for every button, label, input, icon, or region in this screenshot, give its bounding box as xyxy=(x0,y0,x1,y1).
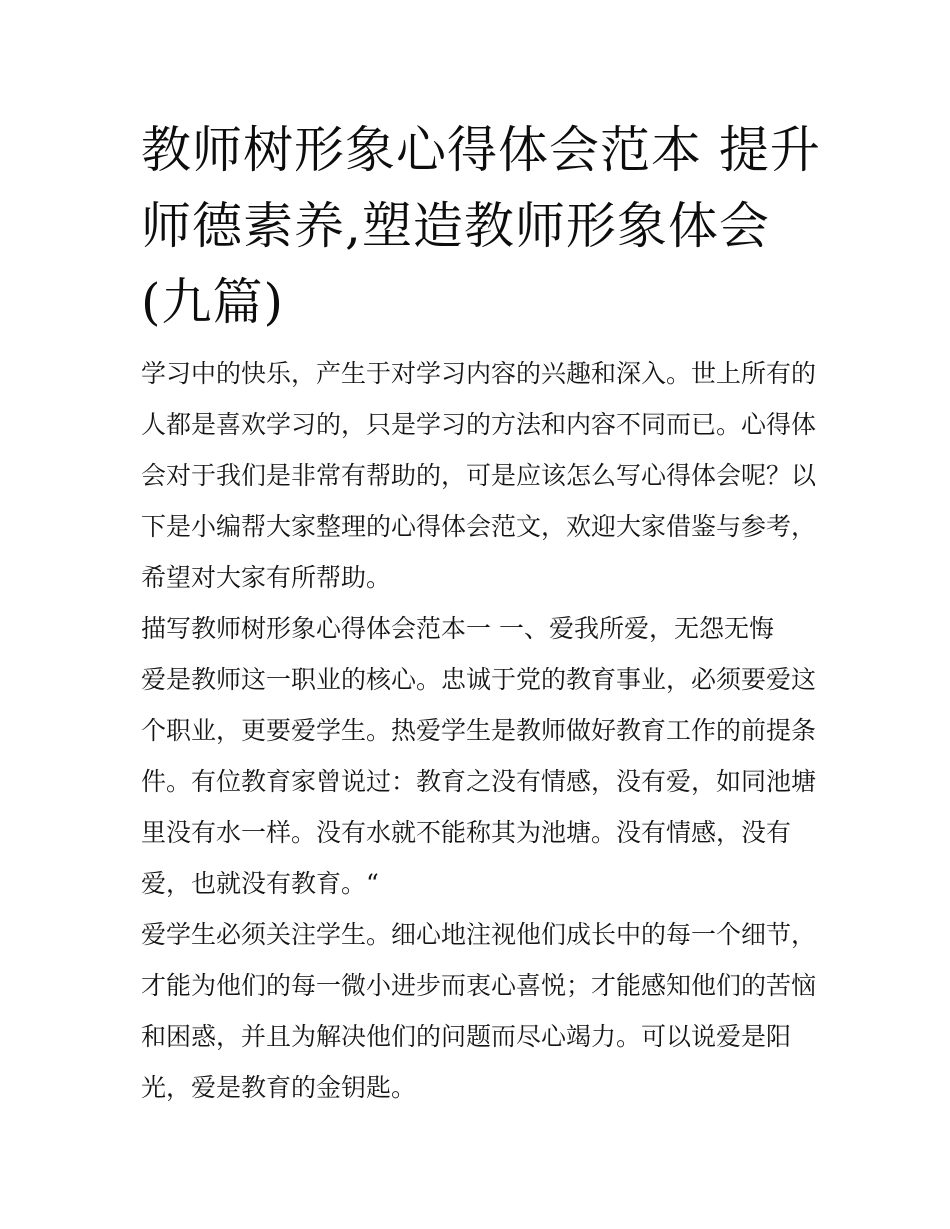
document-content xyxy=(141,112,821,1113)
title-line: (九篇) xyxy=(141,273,285,331)
paragraph-line: 描写教师树形象心得体会范本一 一、爱我所爱，无怨无悔 xyxy=(141,614,774,643)
document-title xyxy=(141,112,821,340)
paragraph-line: 光，爱是教育的金钥匙。 xyxy=(141,1073,417,1102)
love-profession-paragraph xyxy=(141,654,817,909)
document-body xyxy=(141,348,817,1113)
paragraph-line: 个职业，更要爱学生。热爱学生是教师做好教育工作的前提条 xyxy=(141,716,817,745)
paragraph-line: 爱学生必须关注学生。细心地注视他们成长中的每一个细节， xyxy=(141,920,817,949)
intro-paragraph xyxy=(141,348,817,603)
paragraph-line: 人都是喜欢学习的，只是学习的方法和内容不同而已。心得体 xyxy=(141,410,817,439)
paragraph-line: 才能为他们的每一微小进步而衷心喜悦；才能感知他们的苦恼 xyxy=(141,971,817,1000)
paragraph-line: 爱，也就没有教育。“ xyxy=(141,869,379,898)
section-heading xyxy=(141,603,813,654)
title-line: 师德素养,塑造教师形象体会 xyxy=(141,197,770,255)
paragraph-line: 件。有位教育家曾说过：教育之没有情感，没有爱，如同池塘 xyxy=(141,767,817,796)
paragraph-line: 下是小编帮大家整理的心得体会范文，欢迎大家借鉴与参考， xyxy=(141,512,817,541)
paragraph-line: 希望对大家有所帮助。 xyxy=(141,563,392,592)
paragraph-line: 爱是教师这一职业的核心。忠诚于党的教育事业，必须要爱这 xyxy=(141,665,817,694)
paragraph-line: 里没有水一样。没有水就不能称其为池塘。没有情感，没有 xyxy=(141,818,792,847)
paragraph-line: 学习中的快乐，产生于对学习内容的兴趣和深入。世上所有的 xyxy=(141,359,817,388)
care-students-paragraph xyxy=(141,909,817,1113)
title-line: 教师树形象心得体会范本 提升 xyxy=(141,121,821,179)
paragraph-line: 会对于我们是非常有帮助的，可是应该怎么写心得体会呢？以 xyxy=(141,461,817,490)
paragraph-line: 和困惑，并且为解决他们的问题而尽心竭力。可以说爱是阳 xyxy=(141,1022,792,1051)
